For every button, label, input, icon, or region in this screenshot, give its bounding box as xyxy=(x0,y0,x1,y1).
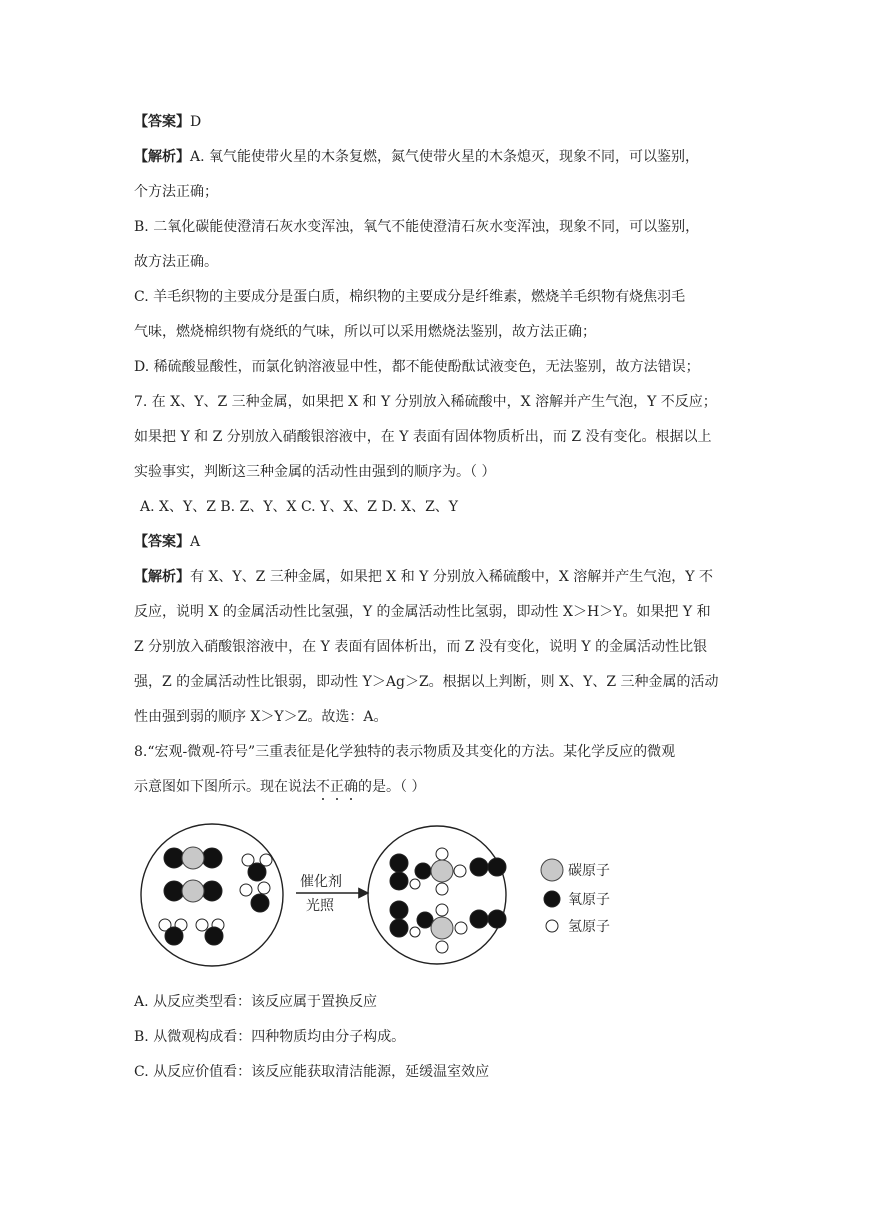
hydrogen-atom xyxy=(410,879,420,889)
hydrogen-atom xyxy=(410,927,420,937)
legend-carbon-icon xyxy=(541,859,563,881)
q8-emphasis-char: 正 xyxy=(330,779,344,795)
legend-hydrogen-label: 氢原子 xyxy=(568,919,610,935)
q6-analysis-line-7: D. 稀硫酸显酸性，而氯化钠溶液显中性，都不能使酚酞试液变色，无法鉴别，故方法错误； xyxy=(134,359,700,375)
q6-answer-label: 【答案】 xyxy=(134,114,190,130)
legend-hydrogen-icon xyxy=(546,920,558,932)
oxygen-atom xyxy=(202,848,222,868)
oxygen-atom xyxy=(390,901,408,919)
q6-answer-value: D xyxy=(190,114,202,130)
legend xyxy=(541,859,610,935)
carbon-atom xyxy=(182,847,204,869)
condition-light: 光照 xyxy=(306,898,334,914)
q7-analysis-line-1 xyxy=(134,567,713,587)
reaction-diagram xyxy=(134,810,624,978)
q6-analysis-line-5: C. 羊毛织物的主要成分是蛋白质，棉织物的主要成分是纤维素，燃烧羊毛织物有烧焦羽毛 xyxy=(134,289,686,305)
q8-option-b: B. 从微观构成看：四种物质均由分子构成。 xyxy=(134,1029,406,1045)
condition-catalyst: 催化剂 xyxy=(300,874,342,890)
hydrogen-atom xyxy=(258,882,270,894)
ch3oh-molecule xyxy=(410,848,466,895)
q7-analysis-text: 有 X、Y、Z 三种金属，如果把 X 和 Y 分别放入稀硫酸中，X 溶解并产生气泡，Y 不 xyxy=(190,569,713,585)
hydrogen-atom xyxy=(436,941,448,953)
q6-analysis-line-6: 气味，燃烧棉织物有烧纸的气味，所以可以采用燃烧法鉴别，故方法正确； xyxy=(134,324,596,340)
oxygen-atom xyxy=(202,881,222,901)
q7-stem-line-3: 实验事实，判断这三种金属的活动性由强到的顺序为。（ ） xyxy=(134,464,496,480)
legend-oxygen-icon xyxy=(544,891,560,907)
q8-stem-line-1: 8.“宏观-微观-符号”三重表征是化学独特的表示物质及其变化的方法。某化学反应的微观 xyxy=(134,744,676,760)
q7-analysis-label: 【解析】 xyxy=(134,569,190,585)
q6-analysis-line-3: B. 二氧化碳能使澄清石灰水变浑浊，氧气不能使澄清石灰水变浑浊，现象不同，可以鉴别， xyxy=(134,219,700,235)
q8-stem-line-2 xyxy=(134,777,425,797)
hydrogen-atom xyxy=(454,865,466,877)
q7-answer-label: 【答案】 xyxy=(134,534,190,550)
q6-analysis-text: A. 氧气能使带火星的木条复燃，氮气使带火星的木条熄灭，现象不同，可以鉴别， xyxy=(190,149,700,165)
o2-molecule xyxy=(470,910,506,928)
ch3oh-molecule xyxy=(410,904,467,953)
q7-answer-value: A xyxy=(190,534,201,550)
co2-molecule xyxy=(164,880,222,902)
carbon-atom xyxy=(182,880,204,902)
oxygen-atom xyxy=(205,927,223,945)
oxygen-atom xyxy=(164,881,184,901)
oxygen-atom xyxy=(390,919,408,937)
h2o-molecule xyxy=(196,919,224,945)
oxygen-atom xyxy=(248,863,266,881)
oxygen-atom xyxy=(415,863,431,879)
hydrogen-atom xyxy=(455,922,467,934)
co2-molecule xyxy=(164,847,222,869)
legend-carbon-label: 碳原子 xyxy=(568,863,610,879)
q7-options: A. X、Y、Z B. Z、Y、X C. Y、X、Z D. X、Z、Y xyxy=(140,499,459,515)
oxygen-atom xyxy=(488,858,506,876)
q8-stem-text-end: 的是。（ ） xyxy=(358,779,426,795)
hydrogen-atom xyxy=(240,884,252,896)
q7-stem-line-1: 7. 在 X、Y、Z 三种金属，如果把 X 和 Y 分别放入稀硫酸中，X 溶解并产生气泡，Y 不反应； xyxy=(134,394,717,410)
oxygen-atom xyxy=(470,858,488,876)
carbon-atom xyxy=(431,917,453,939)
oxygen-atom xyxy=(251,894,269,912)
oxygen-atom xyxy=(390,872,408,890)
q6-analysis-label: 【解析】 xyxy=(134,149,190,165)
hydrogen-atom xyxy=(196,919,208,931)
q7-analysis-line-4: 强，Z 的金属活动性比银弱，即动性 Y＞Ag＞Z。根据以上判断，则 X、Y、Z 三种金属的活动 xyxy=(134,674,719,690)
oxygen-atom xyxy=(390,854,408,872)
oxygen-atom xyxy=(417,912,433,928)
h2o-molecule xyxy=(240,882,270,912)
h2o-molecule xyxy=(242,854,272,881)
q6-analysis-line-4: 故方法正确。 xyxy=(134,254,218,270)
q8-emphasis-char: 不 xyxy=(316,779,330,795)
o2-molecule xyxy=(390,854,408,890)
legend-oxygen-label: 氧原子 xyxy=(568,892,610,908)
q6-answer xyxy=(134,112,201,132)
oxygen-atom xyxy=(164,848,184,868)
q6-analysis-line-1 xyxy=(134,147,699,167)
h2o-molecule xyxy=(159,919,187,945)
q8-option-c: C. 从反应价值看：该反应能获取清洁能源，延缓温室效应 xyxy=(134,1064,490,1080)
o2-molecule xyxy=(470,858,506,876)
hydrogen-atom xyxy=(436,848,448,860)
q7-analysis-line-3: Z 分别放入硝酸银溶液中，在 Y 表面有固体析出，而 Z 没有变化，说明 Y 的金属活动性比银 xyxy=(134,639,708,655)
q7-stem-line-2: 如果把 Y 和 Z 分别放入硝酸银溶液中，在 Y 表面有固体物质析出，而 Z 没有变化。根据以上 xyxy=(134,429,712,445)
q7-analysis-line-5: 性由强到弱的顺序 X＞Y＞Z。故选：A。 xyxy=(134,709,388,725)
q7-answer xyxy=(134,532,200,552)
q8-stem-text: 示意图如下图所示。现在说法 xyxy=(134,779,316,795)
oxygen-atom xyxy=(470,910,488,928)
q7-analysis-line-2: 反应，说明 X 的金属活动性比氢强，Y 的金属活动性比氢弱，即动性 X＞H＞Y。如果把 Y 和 xyxy=(134,604,711,620)
q6-analysis-line-2: 个方法正确； xyxy=(134,184,218,200)
hydrogen-atom xyxy=(436,883,448,895)
carbon-atom xyxy=(431,860,453,882)
q8-option-a: A. 从反应类型看：该反应属于置换反应 xyxy=(134,994,378,1010)
oxygen-atom xyxy=(165,927,183,945)
o2-molecule xyxy=(390,901,408,937)
hydrogen-atom xyxy=(436,904,448,916)
q8-emphasis-char: 确 xyxy=(344,779,358,795)
oxygen-atom xyxy=(488,910,506,928)
